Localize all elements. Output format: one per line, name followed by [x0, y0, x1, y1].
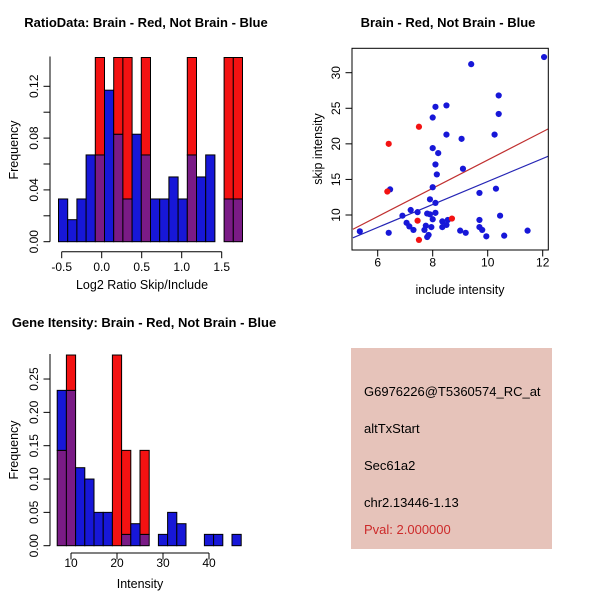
svg-text:20: 20 [329, 137, 343, 151]
svg-text:10: 10 [329, 208, 343, 222]
ratio-histogram-ylabel: Frequency [7, 120, 21, 180]
svg-text:20: 20 [110, 556, 124, 570]
scatter-title: Brain - Red, Not Brain - Blue [360, 15, 536, 30]
ratio-histogram-plot [0, 0, 300, 300]
gene-intensity-histogram-plot [0, 300, 300, 600]
gene-info-box [351, 348, 552, 549]
svg-text:0.20: 0.20 [27, 400, 41, 425]
svg-text:0.00: 0.00 [27, 534, 41, 558]
svg-text:10: 10 [64, 556, 78, 570]
gene-intensity-title: Gene Itensity: Brain - Red, Not Brain - Blue [11, 315, 277, 330]
panel-gene-intensity-histogram [0, 300, 300, 600]
svg-text:0.00: 0.00 [27, 230, 41, 254]
svg-text:0.10: 0.10 [27, 467, 41, 491]
probe-id-text: G6976226@T5360574_RC_at [364, 384, 541, 399]
svg-text:30: 30 [156, 556, 170, 570]
scatter-xlabel: include intensity [415, 283, 505, 297]
panel-gene-info [300, 300, 600, 600]
ratio-histogram-xlabel: Log2 Ratio Skip/Include [75, 278, 209, 292]
svg-text:1.0: 1.0 [173, 260, 191, 274]
event-type-text: altTxStart [364, 421, 420, 436]
intensity-scatter-plot [300, 0, 600, 300]
locus-text: chr2.13446-1.13 [364, 495, 459, 510]
svg-text:8: 8 [429, 255, 437, 270]
svg-text:0.0: 0.0 [93, 260, 111, 274]
svg-text:30: 30 [329, 66, 343, 80]
svg-text:1.5: 1.5 [213, 260, 231, 274]
scatter-ylabel: skip intensity [311, 113, 325, 185]
svg-text:40: 40 [202, 556, 216, 570]
panel-ratio-histogram [0, 0, 300, 300]
pval-text: Pval: 2.000000 [364, 522, 451, 537]
gene-symbol-text: Sec61a2 [364, 458, 416, 473]
svg-text:-0.5: -0.5 [51, 260, 73, 274]
svg-text:0.04: 0.04 [27, 178, 41, 202]
svg-text:12: 12 [536, 255, 550, 270]
svg-text:15: 15 [329, 172, 343, 187]
svg-text:0.12: 0.12 [27, 74, 41, 98]
svg-text:0.25: 0.25 [27, 367, 41, 391]
ratio-histogram-title: RatioData: Brain - Red, Not Brain - Blue [24, 15, 268, 30]
svg-text:25: 25 [329, 101, 343, 115]
panel-intensity-scatter [300, 0, 600, 300]
svg-text:0.05: 0.05 [27, 500, 41, 525]
svg-text:6: 6 [374, 255, 382, 270]
gene-intensity-ylabel: Frequency [7, 420, 21, 480]
svg-text:0.08: 0.08 [27, 126, 41, 150]
gene-intensity-xlabel: Intensity [116, 577, 164, 591]
svg-text:0.5: 0.5 [133, 260, 151, 274]
svg-text:0.15: 0.15 [27, 434, 41, 458]
svg-text:10: 10 [481, 255, 495, 270]
